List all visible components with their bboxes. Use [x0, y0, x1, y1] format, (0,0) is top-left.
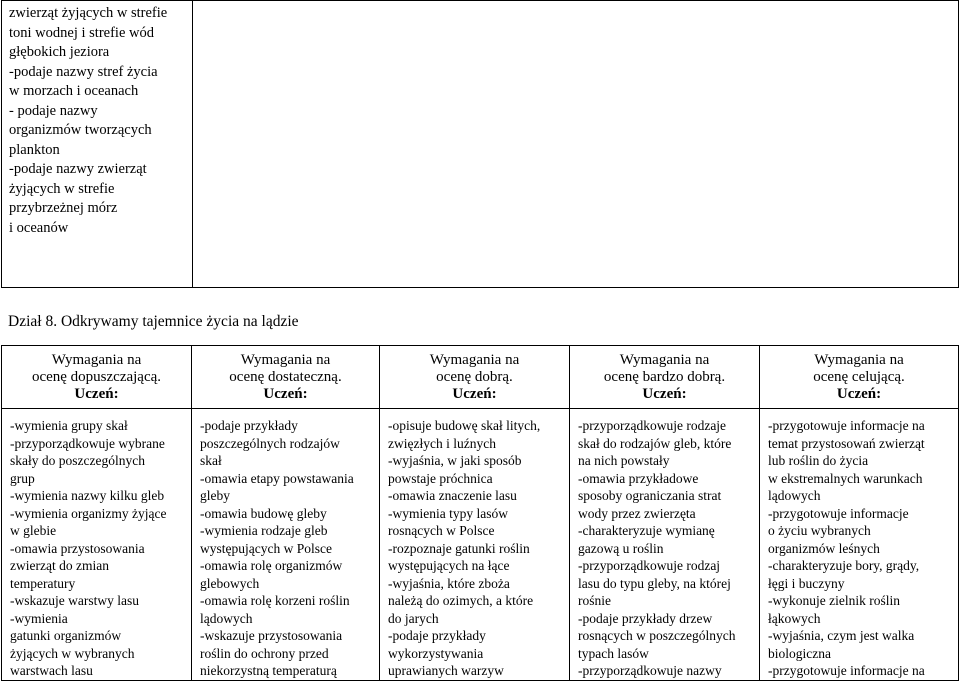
requirement-line: -wskazuje przystosowania [200, 628, 343, 643]
requirement-line: -wykonuje zielnik roślin [768, 593, 900, 608]
requirement-line: glebowych [200, 575, 260, 591]
requirement-line: występujących na łące [388, 558, 510, 573]
text-line: zwierząt żyjących w strefie [9, 5, 168, 21]
header-line2: ocenę dopuszczającą. [31, 368, 162, 385]
header-line3: Uczeń: [836, 385, 882, 402]
text-line: głębokich jeziora [9, 44, 110, 60]
requirement-line: -charakteryzuje wymianę [578, 523, 715, 538]
requirement-line: lądowych [768, 488, 821, 503]
header-line3: Uczeń: [263, 385, 308, 402]
requirement-line: rosnących w Polsce [388, 523, 495, 538]
text-line: plankton [9, 141, 60, 158]
requirement-line: -podaje przykłady [200, 418, 298, 433]
top-cell-requirements [2, 1, 193, 288]
header-line2: ocenę bardzo dobrą. [603, 368, 726, 385]
text-line: przybrzeżnej mórz [9, 200, 118, 216]
header-line1: Wymagania na [240, 351, 331, 368]
requirement-line: -omawia rolę korzeni roślin [200, 593, 350, 608]
requirements-cell-celujaca [760, 409, 959, 681]
requirement-line: -omawia przykładowe [578, 470, 699, 486]
requirement-line: -przyporządkowuje rodzaje [578, 418, 727, 433]
requirement-line: łąkowych [768, 610, 821, 626]
requirements-table [1, 345, 959, 681]
text-line: organizmów tworzących [9, 122, 152, 138]
header-grade-bardzo-dobra [570, 346, 760, 409]
requirement-line: organizmów leśnych [768, 540, 880, 556]
requirement-line: na nich powstały [578, 453, 670, 468]
header-grade-dopuszczajaca [2, 346, 192, 409]
requirement-line: do jarych [388, 610, 439, 626]
requirement-line: gleby [200, 488, 230, 503]
requirement-line: -przygotowuje informacje [768, 505, 909, 521]
requirement-line: rosnących w poszczególnych [578, 628, 736, 643]
requirement-line: -charakteryzuje bory, grądy, [768, 558, 920, 573]
requirement-line: -rozpoznaje gatunki roślin [388, 540, 530, 556]
section-heading-prefix: Dział 8. [8, 313, 58, 330]
requirement-line: -przygotowuje informacje na [768, 663, 925, 678]
requirement-line: -wymienia [10, 610, 68, 626]
requirement-line: poszczególnych rodzajów [200, 435, 340, 451]
text-line: -podaje nazwy zwierząt [9, 161, 147, 177]
requirement-line: -wymienia grupy skał [10, 418, 128, 433]
requirement-line: w ekstremalnych warunkach [768, 470, 923, 486]
requirements-cell-dobra [380, 409, 570, 681]
requirement-line: skał [200, 453, 222, 468]
requirement-line: łęgi i buczyny [768, 575, 845, 591]
requirement-line: sposoby ograniczania strat [578, 488, 722, 503]
top-cell-text [2, 1, 192, 238]
requirement-line: roślin do ochrony przed [200, 645, 329, 661]
requirement-line: zwierząt do zmian [10, 558, 109, 573]
requirements-cell-dopuszczajaca [2, 409, 192, 681]
requirement-line: grup [10, 470, 35, 486]
requirement-line: gazową u roślin [578, 540, 664, 556]
requirement-line: wykorzystywania [388, 645, 484, 661]
header-line2: ocenę dobrą. [436, 368, 513, 385]
requirement-line: -przyporządkowuje wybrane [10, 435, 165, 451]
requirements-header-row [2, 346, 959, 409]
requirement-line: -opisuje budowę skał litych, [388, 418, 541, 433]
requirement-line: występujących w Polsce [200, 540, 332, 556]
previous-section-table [1, 0, 959, 288]
requirement-line: -podaje przykłady drzew [578, 610, 713, 626]
header-line1: Wymagania na [51, 351, 142, 368]
header-grade-dostateczna [192, 346, 380, 409]
top-cell-empty [193, 1, 959, 288]
cell-text [760, 409, 958, 680]
requirement-line: powstaje próchnica [388, 470, 493, 486]
requirement-line: -wyjaśnia, w jaki sposób [388, 453, 522, 468]
requirement-line: uprawianych warzyw [388, 663, 504, 678]
requirement-line: lub roślin do życia [768, 453, 869, 468]
requirement-line: należą do ozimych, a które [388, 593, 534, 608]
header-line3: Uczeń: [642, 385, 687, 402]
requirement-line: lądowych [200, 610, 253, 626]
text-line: toni wodnej i strefie wód [9, 24, 154, 41]
header-line3: Uczeń: [74, 385, 119, 402]
requirement-line: lasu do typu gleby, na której [578, 575, 731, 591]
requirement-line: temperatury [10, 575, 76, 591]
header-line3: Uczeń: [452, 385, 497, 402]
requirement-line: -wymienia nazwy kilku gleb [10, 488, 165, 503]
header-grade-celujaca [760, 346, 959, 409]
header-line1: Wymagania na [429, 351, 520, 368]
requirement-line: -wyjaśnia, czym jest walka [768, 628, 915, 643]
requirement-line: temat przystosowań zwierząt [768, 435, 925, 451]
requirement-line: -omawia budowę gleby [200, 505, 327, 521]
requirement-line: -omawia przystosowania [10, 540, 145, 556]
requirement-line: gatunki organizmów [10, 628, 122, 643]
header-line2: ocenę celującą. [813, 368, 905, 385]
requirement-line: o życiu wybranych [768, 523, 871, 538]
requirement-line: żyjących w wybranych [10, 645, 135, 661]
requirement-line: -podaje przykłady [388, 628, 486, 643]
header-line1: Wymagania na [814, 351, 904, 368]
cell-text [192, 409, 379, 680]
requirement-line: -wymienia rodzaje gleb [200, 523, 328, 538]
header-line1: Wymagania na [619, 351, 710, 368]
requirement-line: -wymienia typy lasów [388, 505, 508, 521]
section-heading-text: Odkrywamy tajemnice życia na lądzie [57, 313, 299, 330]
requirement-line: -wyjaśnia, które zboża [388, 575, 510, 591]
cell-text [2, 409, 191, 680]
requirements-body-row [2, 409, 959, 681]
requirement-line: biologiczna [768, 645, 831, 661]
requirement-line: -omawia rolę organizmów [200, 558, 343, 573]
header-grade-dobra [380, 346, 570, 409]
text-line: w morzach i oceanach [9, 83, 139, 99]
requirement-line: typach lasów [578, 645, 649, 661]
requirement-line: -wskazuje warstwy lasu [10, 593, 139, 608]
requirement-line: w glebie [10, 523, 57, 538]
requirement-line: -omawia etapy powstawania [200, 470, 354, 486]
requirement-line: rośnie [578, 593, 611, 608]
requirement-line: -przygotowuje informacje na [768, 418, 925, 433]
requirement-line: -przyporządkowuje rodzaj [578, 558, 721, 573]
requirement-line: niekorzystną temperaturą [200, 663, 337, 678]
header-line2: ocenę dostateczną. [229, 368, 342, 385]
cell-text [380, 409, 569, 680]
requirements-cell-bardzo-dobra [570, 409, 760, 681]
requirement-line: skały do poszczególnych [10, 453, 145, 468]
text-line: i oceanów [9, 219, 69, 236]
requirement-line: wody przez zwierzęta [578, 505, 696, 521]
section-heading [8, 313, 299, 331]
requirements-cell-dostateczna [192, 409, 380, 681]
cell-text [570, 409, 759, 680]
requirement-line: -wymienia organizmy żyjące [10, 505, 167, 521]
requirement-line: -przyporządkowuje nazwy [578, 663, 722, 678]
requirement-line: warstwach lasu [10, 663, 93, 678]
text-line: żyjących w strefie [9, 180, 115, 197]
text-line: - podaje nazwy [9, 102, 98, 119]
requirement-line: zwięzłych i luźnych [388, 435, 496, 451]
requirement-line: skał do rodzajów gleb, które [578, 435, 732, 451]
requirement-line: -omawia znaczenie lasu [388, 488, 517, 503]
text-line: -podaje nazwy stref życia [9, 63, 158, 80]
